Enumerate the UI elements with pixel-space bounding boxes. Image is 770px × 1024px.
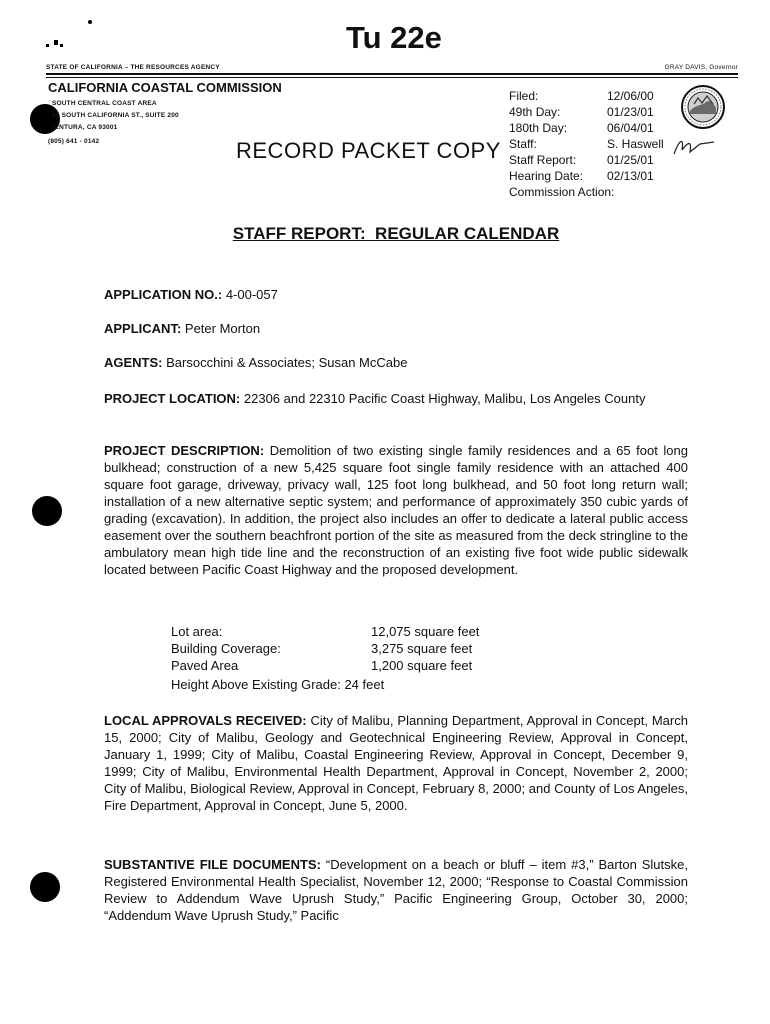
initials-scribble <box>670 134 716 160</box>
scan-speck <box>60 44 63 47</box>
stat-row: Paved Area 1,200 square feet <box>171 658 473 673</box>
state-seal-icon <box>680 84 726 130</box>
date-row: 49th Day: 01/23/01 <box>509 105 654 119</box>
scan-speck <box>46 44 49 47</box>
stat-row: Height Above Existing Grade: 24 feet <box>171 677 385 692</box>
date-row: 180th Day: 06/04/01 <box>509 121 654 135</box>
agents: AGENTS: Barsocchini & Associates; Susan McCabe <box>104 355 408 370</box>
address-line: SOUTH CENTRAL COAST AREA <box>52 100 157 107</box>
header-rule <box>46 73 738 75</box>
date-row: Staff Report: 01/25/01 <box>509 153 654 167</box>
stat-row: Building Coverage: 3,275 square feet <box>171 641 473 656</box>
commission-name: CALIFORNIA COASTAL COMMISSION <box>48 80 282 95</box>
punch-hole <box>32 496 62 526</box>
scan-speck <box>54 40 58 45</box>
phone-line: (805) 641 - 0142 <box>48 138 100 145</box>
agency-line: STATE OF CALIFORNIA – THE RESOURCES AGENCY <box>46 64 220 71</box>
address-line: 89 SOUTH CALIFORNIA ST., SUITE 200 <box>52 112 179 119</box>
date-row: Hearing Date: 02/13/01 <box>509 169 654 183</box>
applicant: APPLICANT: Peter Morton <box>104 321 261 336</box>
project-location: PROJECT LOCATION: 22306 and 22310 Pacific Coast Highway, Malibu, Los Angeles County <box>104 391 646 406</box>
punch-hole <box>30 872 60 902</box>
substantive-file-documents: SUBSTANTIVE FILE DOCUMENTS: “Development on a beach or bluff – item #3,” Barton Slutske, Registered Environmental Health Specialist, November 12, 2000; “Response to Coastal Commission Review to Addendum Wave Uprush Study,” Pacific Engineering Group, October 30, 2000; “Addendum Wave Uprush Study,” Pacific <box>104 857 688 923</box>
record-packet-stamp: RECORD PACKET COPY <box>236 138 501 163</box>
scan-speck <box>88 20 92 24</box>
report-title: STAFF REPORT: REGULAR CALENDAR <box>232 224 560 243</box>
governor-line: GRAY DAVIS, Governor <box>664 64 738 71</box>
stat-row: Lot area: 12,075 square feet <box>171 624 480 639</box>
document-code: Tu 22e <box>346 20 442 55</box>
project-description: PROJECT DESCRIPTION: Demolition of two existing single family residences and a 65 foot long bulkhead; construction of a new 5,425 square foot single family residence with an attached 400 square foot garage, driveway, privacy wall, 125 foot long bulkhead, and 50 foot long return wall; installation of a new alternative septic system; and performance of approximately 350 cubic yards of grading (excavation). In addition, the project also includes an offer to dedicate a lateral public access easement over the southern beachfront portion of the site as measured from the deck stringline to the ambulatory mean high tide line and the reconstruction of an existing five foot wide public sidewalk located between Pacific Coast Highway and the proposed development. <box>104 443 689 577</box>
application-number: APPLICATION NO.: 4-00-057 <box>104 287 278 302</box>
date-row: Filed: 12/06/00 <box>509 89 654 103</box>
local-approvals: LOCAL APPROVALS RECEIVED: City of Malibu, Planning Department, Approval in Concept, March 15, 2000; City of Malibu, Geology and Geotechnical Engineering Review, Approval in Concept, January 1, 1999; City of Malibu, Coastal Engineering Review, Approval in Concept, December 9, 1999; City of Malibu, Environmental Health Department, Approval in Concept, November 2, 2000; City of Malibu, Biological Review, Approval in Concept, February 8, 2000; and County of Los Angeles, Fire Department, Approval in Concept, June 5, 2000. <box>104 713 688 813</box>
date-row: Commission Action: <box>509 185 615 199</box>
address-line: VENTURA, CA 93001 <box>50 124 118 131</box>
date-row: Staff: S. Haswell <box>509 137 664 151</box>
header-rule-thin <box>46 77 738 78</box>
